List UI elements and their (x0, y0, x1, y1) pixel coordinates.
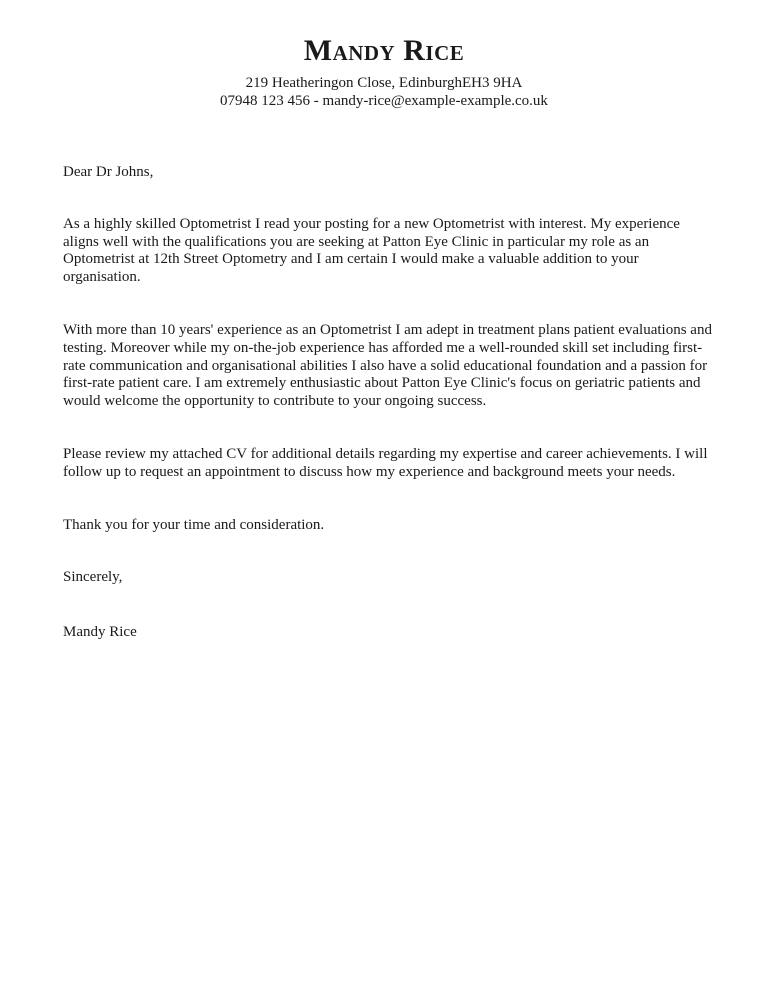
letter-header (0, 34, 768, 110)
letter-paragraph-3: Please review my attached CV for additional details regarding my expertise and career achievements. I will follow up to request an appointment to discuss how my experience and background meets your needs. (63, 445, 708, 480)
letter-body (63, 164, 713, 642)
letter-signature: Mandy Rice (63, 624, 137, 641)
letter-signoff: Sincerely, (63, 569, 123, 586)
letter-greeting: Dear Dr Johns, (63, 164, 154, 180)
sender-contact: 07948 123 456 - mandy-rice@example-example.co.uk (220, 93, 548, 109)
letter-paragraph-2: With more than 10 years' experience as an Optometrist I am adept in treatment plans patient evaluations and testing. Moreover while my on-the-job experience has afforded me a well-rounded skill set including first-rate communication and organisational abilities I also have a solid educational foundation and a passion for first-rate patient care. I am extremely enthusiastic about Patton Eye Clinic's focus on geriatric patients and would welcome the opportunity to contribute to your ongoing success. (63, 321, 712, 410)
sender-address: 219 Heatheringon Close, EdinburghEH3 9HA (245, 75, 523, 91)
sender-name: Mandy Rice (303, 34, 465, 67)
letter-paragraph-1: As a highly skilled Optometrist I read your posting for a new Optometrist with interest. My experience aligns well with the qualifications you are seeking at Patton Eye Clinic in particular my role as an Optometrist at 12th Street Optometry and I am certain I would make a valuable addition to your organisation. (63, 215, 680, 286)
letter-closing: Thank you for your time and consideration. (63, 516, 325, 533)
